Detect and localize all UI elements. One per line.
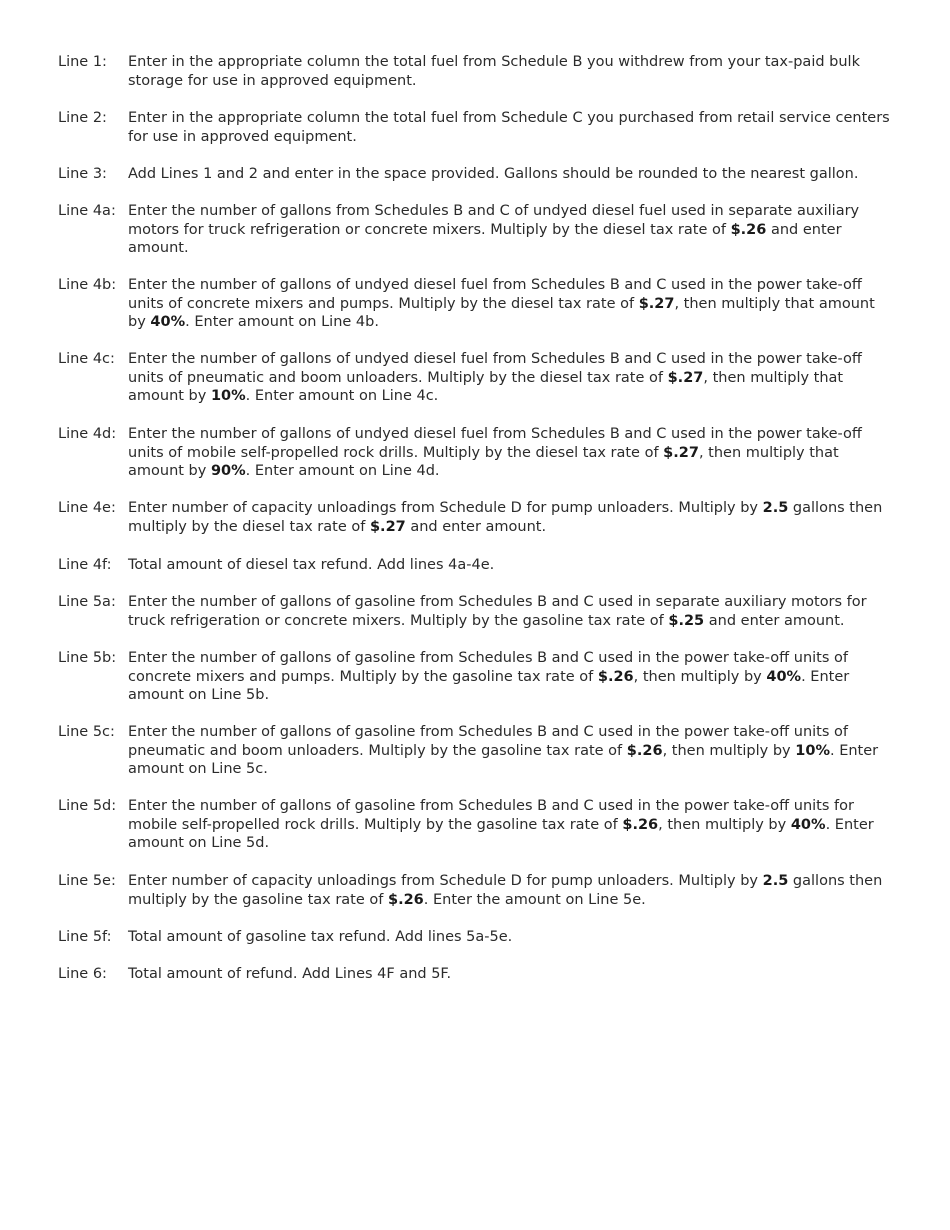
text-run: Enter the number of gallons of undyed diesel fuel from Schedules B and C used in the power take-off [128, 426, 862, 442]
emphasized-value: $.27 [369, 518, 406, 535]
text-run: Enter the number of gallons of gasoline from Schedules B and C used in the power take-off units for [128, 798, 854, 814]
text-line [128, 797, 896, 816]
text-run: . Enter the amount on Line 5e. [423, 891, 646, 908]
text-line [128, 556, 896, 575]
text-run: truck refrigeration or concrete mixers. Multiply by the gasoline tax rate of [128, 612, 669, 629]
text-run: amount on Line 5c. [128, 761, 268, 778]
instruction-text [128, 872, 896, 909]
text-run: motors for truck refrigeration or concrete mixers. Multiply by the diesel tax rate of [128, 221, 731, 238]
emphasized-value: 40% [790, 816, 826, 833]
text-run: . Enter [825, 816, 874, 833]
text-line [128, 965, 896, 984]
text-run: amount on Line 5d. [128, 835, 270, 852]
text-run: Enter in the appropriate column the total fuel from Schedule C you purchased from retail service centers [128, 110, 890, 126]
instruction-text [128, 499, 896, 536]
line-label: Line 4c: [58, 351, 115, 367]
text-run: multiply by the gasoline tax rate of [128, 891, 388, 908]
text-line [128, 276, 896, 295]
emphasized-value: 10% [795, 742, 830, 759]
text-run: storage for use in approved equipment. [128, 72, 417, 89]
text-run: and enter amount. [405, 518, 547, 535]
text-run: Enter number of capacity unloadings from Schedule D for pump unloaders. Multiply by [128, 500, 763, 516]
line-label: Line 5c: [58, 724, 115, 740]
text-line [128, 295, 896, 314]
text-line [128, 387, 896, 406]
text-line [128, 816, 896, 835]
line-label: Line 6: [58, 966, 107, 982]
text-line [128, 593, 896, 612]
text-line [128, 668, 896, 687]
text-line [128, 72, 896, 91]
text-line [128, 313, 896, 332]
text-line [128, 369, 896, 388]
emphasized-value: $.27 [667, 369, 704, 386]
text-run: Enter the number of gallons of undyed diesel fuel from Schedules B and C used in the power take-off [128, 351, 862, 367]
text-line [128, 128, 896, 147]
text-run: units of pneumatic and boom unloaders. Multiply by the diesel tax rate of [128, 369, 668, 386]
text-run: and enter amount. [704, 612, 845, 629]
text-run: . Enter [801, 668, 850, 685]
instruction-text [128, 109, 896, 146]
instruction-text [128, 965, 896, 984]
text-line [128, 109, 896, 128]
instruction-text [128, 165, 896, 184]
text-run: , then multiply that [703, 369, 844, 386]
emphasized-value: $.26 [626, 742, 663, 759]
text-line [128, 834, 896, 853]
text-run: amount. [128, 240, 189, 257]
text-line [128, 928, 896, 947]
text-line [128, 165, 896, 184]
text-line [128, 499, 896, 518]
text-line [128, 891, 896, 910]
text-line [128, 221, 896, 240]
text-run: . Enter amount on Line 4b. [185, 314, 379, 331]
text-run: Enter the number of gallons of undyed diesel fuel from Schedules B and C used in the power take-off [128, 277, 862, 293]
text-run: , then multiply by [633, 668, 767, 685]
emphasized-value: $.27 [663, 444, 699, 461]
text-run: Total amount of diesel tax refund. Add lines 4a-4e. [128, 557, 495, 573]
text-line [128, 444, 896, 463]
text-run: Total amount of gasoline tax refund. Add lines 5a-5e. [128, 929, 513, 945]
instruction-text [128, 276, 896, 332]
text-run: and enter [766, 221, 842, 238]
text-run: concrete mixers and pumps. Multiply by the gasoline tax rate of [128, 668, 598, 685]
text-run: . Enter [829, 742, 879, 759]
instruction-text [128, 556, 896, 575]
text-line [128, 425, 896, 444]
text-run: Enter the number of gallons of gasoline from Schedules B and C used in the power take-off units of [128, 650, 849, 666]
line-label: Line 5f: [58, 929, 112, 945]
text-line [128, 350, 896, 369]
instruction-text [128, 350, 896, 406]
line-label: Line 1: [58, 54, 107, 70]
text-run: Enter the number of gallons of gasoline from Schedules B and C used in separate auxiliary motors for [128, 594, 867, 610]
instruction-text [128, 53, 896, 90]
text-line [128, 723, 896, 742]
text-run: . Enter amount on Line 4d. [245, 463, 440, 480]
text-line [128, 649, 896, 668]
emphasized-value: $.26 [597, 668, 634, 685]
text-run: mobile self-propelled rock drills. Multiply by the gasoline tax rate of [128, 816, 623, 833]
emphasized-value: $.25 [668, 612, 705, 629]
text-line [128, 53, 896, 72]
text-run: multiply by the diesel tax rate of [128, 518, 370, 535]
text-run: Total amount of refund. Add Lines 4F and 5F. [128, 966, 452, 982]
text-line [128, 872, 896, 891]
emphasized-value: 2.5 [762, 500, 789, 516]
emphasized-value: 2.5 [762, 873, 789, 889]
instruction-text [128, 202, 896, 258]
emphasized-value: $.26 [730, 221, 767, 238]
text-line [128, 686, 896, 705]
text-run: gallons then [788, 500, 883, 516]
text-line [128, 760, 896, 779]
emphasized-value: 40% [150, 314, 186, 331]
text-run: Enter the number of gallons of gasoline from Schedules B and C used in the power take-off units of [128, 724, 849, 740]
line-label: Line 4e: [58, 500, 116, 516]
line-label: Line 3: [58, 166, 107, 182]
text-line [128, 742, 896, 761]
instruction-text [128, 425, 896, 481]
text-run: , then multiply that amount [674, 295, 875, 312]
instruction-text [128, 797, 896, 853]
line-label: Line 4f: [58, 557, 112, 573]
instruction-text [128, 649, 896, 705]
emphasized-value: 40% [766, 668, 802, 685]
emphasized-value: 90% [210, 463, 246, 480]
text-line [128, 202, 896, 221]
instruction-text [128, 928, 896, 947]
text-run: , then multiply by [658, 816, 791, 833]
text-run: amount on Line 5b. [128, 687, 270, 704]
text-run: for use in approved equipment. [128, 128, 357, 145]
emphasized-value: $.26 [387, 891, 424, 908]
text-line [128, 462, 896, 481]
line-label: Line 4d: [58, 426, 117, 442]
text-run: amount by [128, 463, 211, 480]
text-run: Enter in the appropriate column the total fuel from Schedule B you withdrew from your tax-paid bulk [128, 54, 860, 70]
text-run: pneumatic and boom unloaders. Multiply by the gasoline tax rate of [128, 742, 627, 759]
text-run: units of concrete mixers and pumps. Multiply by the diesel tax rate of [128, 295, 639, 312]
text-line [128, 612, 896, 631]
text-line [128, 239, 896, 258]
text-run: by [128, 314, 151, 331]
instruction-text [128, 723, 896, 779]
emphasized-value: $.26 [622, 816, 659, 833]
emphasized-value: 10% [210, 388, 246, 405]
text-run: , then multiply by [662, 742, 796, 759]
text-line [128, 518, 896, 537]
line-label: Line 5d: [58, 798, 117, 814]
line-label: Line 5b: [58, 650, 117, 666]
text-run: gallons then [788, 873, 883, 889]
text-run: , then multiply that [698, 444, 839, 461]
instruction-text [128, 593, 896, 630]
line-label: Line 4b: [58, 277, 117, 293]
emphasized-value: $.27 [638, 295, 675, 312]
text-run: . Enter amount on Line 4c. [245, 388, 439, 405]
text-run: Enter the number of gallons from Schedules B and C of undyed diesel fuel used in separate auxiliary [128, 203, 860, 219]
text-run: Add Lines 1 and 2 and enter in the space provided. Gallons should be rounded to the nearest gallon. [128, 166, 859, 182]
text-run: amount by [128, 388, 211, 405]
text-run: units of mobile self-propelled rock drills. Multiply by the diesel tax rate of [128, 444, 664, 461]
line-label: Line 4a: [58, 203, 116, 219]
text-run: Enter number of capacity unloadings from Schedule D for pump unloaders. Multiply by [128, 873, 763, 889]
line-label: Line 2: [58, 110, 107, 126]
line-label: Line 5e: [58, 873, 116, 889]
line-label: Line 5a: [58, 594, 116, 610]
